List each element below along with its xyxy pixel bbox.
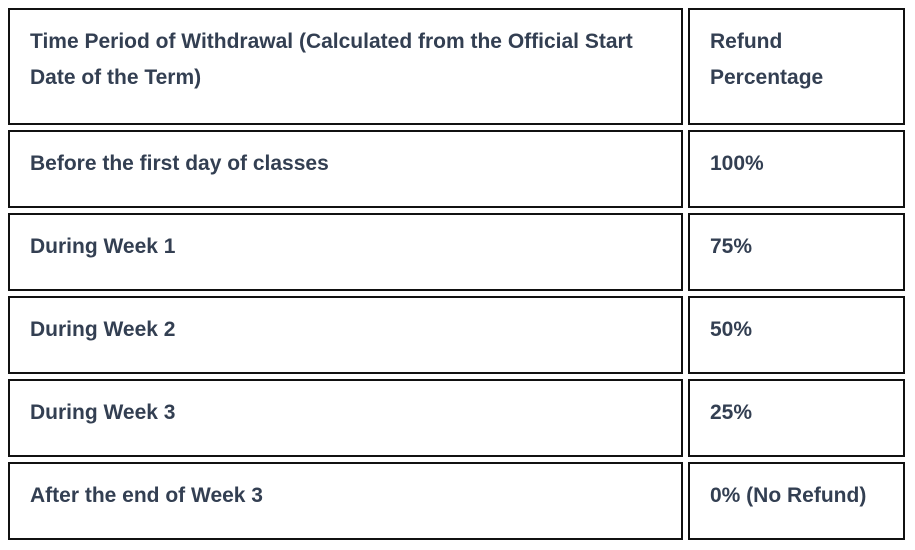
refund-schedule-table <box>8 8 905 540</box>
table-row-period-after-week-3: After the end of Week 3 <box>8 462 683 540</box>
table-row-refund-week-3: 25% <box>688 379 905 457</box>
table-row-period-before-classes: Before the first day of classes <box>8 130 683 208</box>
column-header-refund-percentage: Refund Percentage <box>688 8 905 125</box>
table-row-period-week-2: During Week 2 <box>8 296 683 374</box>
table-row-refund-week-1: 75% <box>688 213 905 291</box>
table-row-refund-before-classes: 100% <box>688 130 905 208</box>
column-header-time-period: Time Period of Withdrawal (Calculated from the Official Start Date of the Term) <box>8 8 683 125</box>
table-row-period-week-3: During Week 3 <box>8 379 683 457</box>
table-row-refund-after-week-3: 0% (No Refund) <box>688 462 905 540</box>
table-row-period-week-1: During Week 1 <box>8 213 683 291</box>
table-row-refund-week-2: 50% <box>688 296 905 374</box>
